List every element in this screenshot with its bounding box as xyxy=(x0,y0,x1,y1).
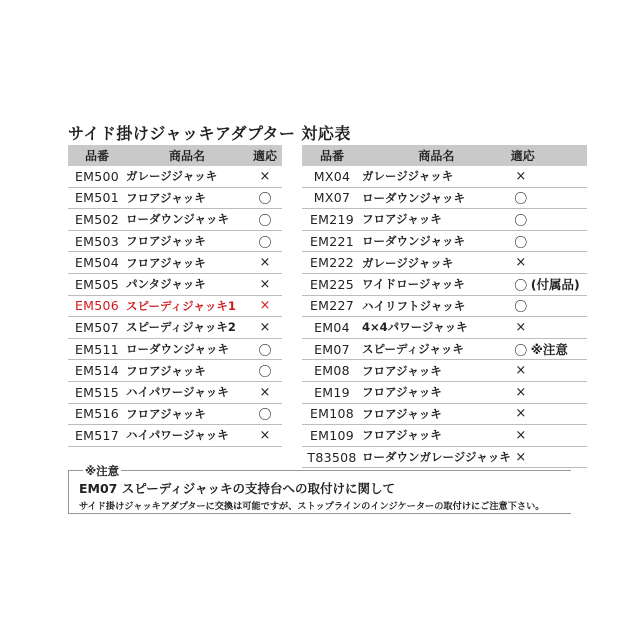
compat-note xyxy=(531,166,587,187)
header-compat: 適応 xyxy=(511,145,587,166)
product-code: EM507 xyxy=(68,317,126,339)
compat-mark: × xyxy=(511,360,531,382)
product-code: T83508 xyxy=(302,446,362,468)
table-row xyxy=(68,252,282,274)
note-label: ※注意 xyxy=(85,464,120,478)
product-name: ハイパワージャッキ xyxy=(126,425,248,447)
table-row xyxy=(302,166,587,187)
compat-note xyxy=(531,425,587,447)
product-code: EM19 xyxy=(302,381,362,403)
product-code: EM505 xyxy=(68,273,126,295)
compat-note xyxy=(531,209,587,231)
product-code: EM506 xyxy=(68,295,126,317)
compat-mark: 〇 xyxy=(248,338,282,360)
compat-note xyxy=(531,381,587,403)
product-name: ローダウンガレージジャッキ xyxy=(362,446,511,468)
table-row xyxy=(68,381,282,403)
table-row xyxy=(68,230,282,252)
note-box xyxy=(68,464,571,514)
product-code: EM515 xyxy=(68,381,126,403)
compat-mark: × xyxy=(511,381,531,403)
product-name: ローダウンジャッキ xyxy=(362,230,511,252)
product-name: フロアジャッキ xyxy=(126,187,248,209)
header-name: 商品名 xyxy=(126,145,248,166)
header-compat: 適応 xyxy=(248,145,282,166)
table-row xyxy=(68,403,282,425)
table-row xyxy=(302,295,587,317)
table-row xyxy=(68,187,282,209)
compat-note: (付属品) xyxy=(531,273,587,295)
product-name: 4×4パワージャッキ xyxy=(362,317,511,339)
compat-mark: 〇 xyxy=(248,403,282,425)
product-code: EM227 xyxy=(302,295,362,317)
compat-note xyxy=(531,252,587,274)
product-name: ガレージジャッキ xyxy=(126,166,248,187)
product-name: スピーディジャッキ1 xyxy=(126,295,248,317)
table-row xyxy=(302,360,587,382)
header-code: 品番 xyxy=(68,145,126,166)
product-code: EM221 xyxy=(302,230,362,252)
table-row xyxy=(302,446,587,468)
product-code: MX04 xyxy=(302,166,362,187)
compat-mark: 〇 xyxy=(248,209,282,231)
product-name: フロアジャッキ xyxy=(126,230,248,252)
product-name: スピーディジャッキ xyxy=(362,338,511,360)
table-row xyxy=(302,273,587,295)
compat-mark: × xyxy=(511,403,531,425)
product-code: EM08 xyxy=(302,360,362,382)
compat-mark: × xyxy=(511,252,531,274)
table-row xyxy=(302,230,587,252)
compat-mark: 〇 xyxy=(511,187,531,209)
compat-mark: × xyxy=(248,166,282,187)
product-code: EM517 xyxy=(68,425,126,447)
product-name: スピーディジャッキ2 xyxy=(126,317,248,339)
compat-mark: 〇 xyxy=(248,187,282,209)
table-row xyxy=(68,273,282,295)
compat-note xyxy=(531,295,587,317)
product-code: MX07 xyxy=(302,187,362,209)
header-code: 品番 xyxy=(302,145,362,166)
product-code: EM109 xyxy=(302,425,362,447)
compat-mark: × xyxy=(248,273,282,295)
compat-mark: × xyxy=(248,425,282,447)
product-code: EM04 xyxy=(302,317,362,339)
product-code: EM225 xyxy=(302,273,362,295)
product-name: ガレージジャッキ xyxy=(362,166,511,187)
table-row xyxy=(302,338,587,360)
note-heading: EM07 スピーディジャッキの支持台への取付けに関して xyxy=(79,481,395,496)
table-row xyxy=(68,317,282,339)
table-row xyxy=(68,425,282,447)
product-code: EM501 xyxy=(68,187,126,209)
table-row xyxy=(302,252,587,274)
compat-mark: × xyxy=(248,317,282,339)
product-code: EM222 xyxy=(302,252,362,274)
product-name: フロアジャッキ xyxy=(362,209,511,231)
table-row xyxy=(68,360,282,382)
product-name: フロアジャッキ xyxy=(126,360,248,382)
product-name: ローダウンジャッキ xyxy=(126,209,248,231)
product-name: ハイパワージャッキ xyxy=(126,381,248,403)
product-name: フロアジャッキ xyxy=(362,425,511,447)
compat-mark: 〇 xyxy=(511,273,531,295)
product-name: フロアジャッキ xyxy=(126,403,248,425)
compat-note xyxy=(531,403,587,425)
compat-mark: × xyxy=(511,317,531,339)
product-name: フロアジャッキ xyxy=(362,403,511,425)
table-row xyxy=(68,209,282,231)
compat-mark: 〇 xyxy=(511,209,531,231)
compat-mark: × xyxy=(511,446,531,468)
table-header-row xyxy=(302,145,587,166)
product-code: EM516 xyxy=(68,403,126,425)
compat-mark: × xyxy=(511,425,531,447)
product-name: ローダウンジャッキ xyxy=(362,187,511,209)
table-row xyxy=(68,166,282,187)
compat-note xyxy=(531,446,587,468)
header-name: 商品名 xyxy=(362,145,511,166)
table-row xyxy=(68,338,282,360)
compat-mark: × xyxy=(248,381,282,403)
compatibility-table-right xyxy=(302,145,587,468)
table-row xyxy=(302,209,587,231)
product-code: EM504 xyxy=(68,252,126,274)
product-code: EM219 xyxy=(302,209,362,231)
product-code: EM502 xyxy=(68,209,126,231)
compat-mark: 〇 xyxy=(248,360,282,382)
compat-mark: 〇 xyxy=(511,338,531,360)
compat-mark: 〇 xyxy=(511,295,531,317)
product-name: ワイドロージャッキ xyxy=(362,273,511,295)
table-row xyxy=(302,381,587,403)
product-name: フロアジャッキ xyxy=(362,381,511,403)
page-title: サイド掛けジャッキアダプター 対応表 xyxy=(68,124,351,143)
compat-mark: 〇 xyxy=(248,230,282,252)
table-row xyxy=(68,295,282,317)
product-code: EM07 xyxy=(302,338,362,360)
product-name: フロアジャッキ xyxy=(362,360,511,382)
product-name: ローダウンジャッキ xyxy=(126,338,248,360)
table-row xyxy=(302,317,587,339)
compat-note xyxy=(531,187,587,209)
product-code: EM503 xyxy=(68,230,126,252)
product-code: EM511 xyxy=(68,338,126,360)
compat-mark: × xyxy=(248,252,282,274)
table-row xyxy=(302,403,587,425)
compat-mark: × xyxy=(248,295,282,317)
note-text: サイド掛けジャッキアダプターに交換は可能ですが、ストップラインのインジケーターの取付けにご注意下さい。 xyxy=(79,501,545,512)
compat-note xyxy=(531,317,587,339)
product-name: ハイリフトジャッキ xyxy=(362,295,511,317)
compat-note xyxy=(531,360,587,382)
compat-mark: 〇 xyxy=(511,230,531,252)
product-name: ガレージジャッキ xyxy=(362,252,511,274)
table-row xyxy=(302,187,587,209)
compat-note: ※注意 xyxy=(531,338,587,360)
compatibility-table-left xyxy=(68,145,282,447)
product-code: EM514 xyxy=(68,360,126,382)
product-code: EM108 xyxy=(302,403,362,425)
product-name: フロアジャッキ xyxy=(126,252,248,274)
product-name: パンタジャッキ xyxy=(126,273,248,295)
table-row xyxy=(302,425,587,447)
compat-mark: × xyxy=(511,166,531,187)
table-header-row xyxy=(68,145,282,166)
product-code: EM500 xyxy=(68,166,126,187)
compat-note xyxy=(531,230,587,252)
